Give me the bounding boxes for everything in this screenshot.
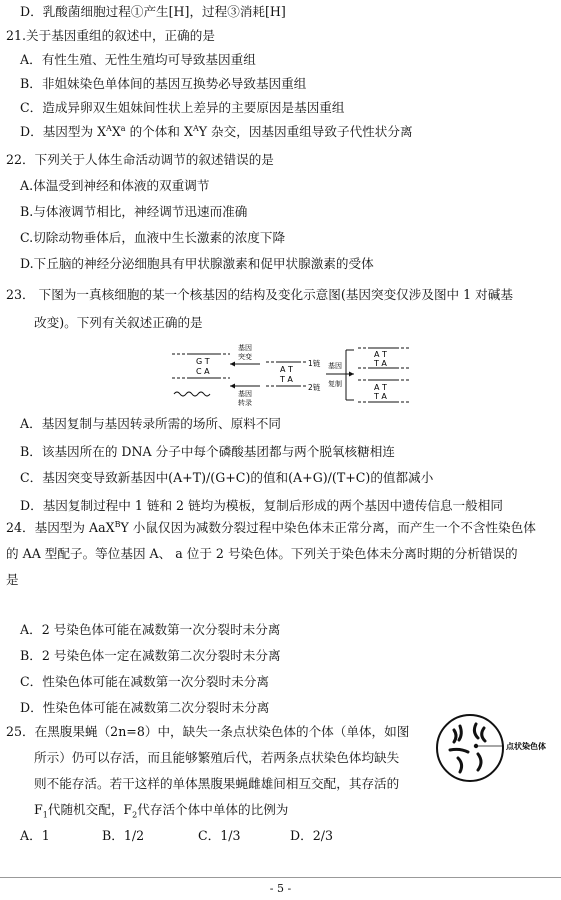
q21-option-c: C．造成异卵双生姐妹间性状上差异的主要原因是基因重组: [20, 100, 345, 115]
label-chain2: 2链: [308, 383, 321, 392]
q24-option-b: B．2 号染色体一定在减数第二次分裂时未分离: [20, 648, 281, 663]
chromosome-7: [478, 754, 481, 770]
q25-line4-text-2: 代随机交配，F: [47, 802, 133, 817]
q24-stem-text-1: 24．基因型为 AaX: [6, 520, 115, 535]
dot-chromosome: [474, 744, 478, 748]
q24-stem-sup: B: [114, 519, 121, 529]
right1-bases-at: A T: [374, 350, 387, 359]
mid-bases-at: A T: [280, 365, 293, 374]
q23-option-a: A．基因复制与基因转录所需的场所、原料不同: [20, 416, 281, 431]
mrna-wave: [174, 392, 210, 396]
q21-d-text-3: 的个体和 X: [125, 124, 193, 139]
right1-bases-ta: T A: [374, 359, 387, 368]
q24-stem-line1: [6, 520, 536, 536]
q25-line3: 则不能存活。若干这样的单体黑腹果蝇雌雄间相互交配，其存活的: [34, 776, 400, 791]
replication-arrowhead: [349, 372, 354, 377]
label-chain1: 1链: [308, 359, 321, 368]
q21-d-sup-3: A: [192, 123, 199, 133]
q23-option-c: C．基因突变导致新基因中(A+T)/(G+C)的值和(A+G)/(T+C)的值都减小: [20, 470, 434, 485]
q25-line2: 所示）仍可以存活，而且能够繁殖后代，若两条点状染色体均缺失: [34, 750, 400, 765]
q21-d-text-4: Y 杂交，因基因重组导致子代性状分离: [198, 124, 413, 139]
q21-d-sup-1: A: [106, 123, 112, 133]
q21-d-sup-2: a: [120, 123, 126, 133]
q25-option-a: A．1: [20, 828, 50, 843]
q23-option-d: D．基因复制过程中 1 链和 2 链均为模板，复制后形成的两个基因中遗传信息一般相同: [20, 498, 503, 513]
q21-d-text-1: D．基因型为 X: [20, 124, 107, 139]
page-number: - 5 -: [269, 882, 292, 895]
q25-line4-text-3: 代存活个体中单体的比例为: [137, 802, 289, 817]
q25-option-c: C．1/3: [198, 828, 241, 843]
q22-option-d: D.下丘脑的神经分泌细胞具有甲状腺激素和促甲状腺激素的受体: [20, 256, 374, 271]
transcription-arrowhead: [230, 384, 235, 389]
label-replication-2: 复制: [328, 380, 342, 388]
q24-option-d: D．性染色体可能在减数第二次分裂时未分离: [20, 700, 270, 715]
q23-option-b: B．该基因所在的 DNA 分子中每个磷酸基团都与两个脱氧核糖相连: [20, 444, 395, 459]
mid-bases-ta: T A: [280, 375, 293, 384]
chromosome-1: [454, 730, 456, 742]
q22-option-a: A.体温受到神经和体液的双重调节: [20, 178, 210, 193]
mutation-arrowhead: [230, 362, 235, 367]
label-transcription-2: 转录: [238, 399, 252, 407]
q22-option-c: C.切除动物垂体后，血液中生长激素的浓度下降: [20, 230, 286, 245]
label-replication: 基因: [328, 362, 342, 370]
q21-option-a: A．有性生殖、无性生殖均可导致基因重组: [20, 52, 256, 67]
q24-stem-line2: 的 AA 型配子。等位基因 A、 a 位于 2 号染色体。下列关于染色体未分离时期的分析错误的: [6, 546, 518, 561]
label-mutation-2: 突变: [238, 353, 252, 361]
chromosome-3: [474, 724, 478, 738]
right2-bases-ta: T A: [374, 392, 387, 401]
q25-line4-sub-1: 1: [42, 810, 48, 820]
q25-line4-text-1: F: [34, 802, 43, 817]
cell-outline: [437, 715, 503, 781]
q24-stem-text-2: Y 小鼠仅因为减数分裂过程中染色体未正常分离，而产生一个不含性染色体: [120, 520, 536, 535]
figure-label: 点状染色体: [506, 742, 546, 751]
q23-stem-line2: 改变)。下列有关叙述正确的是: [34, 315, 203, 330]
q21-option-b: B．非姐妹染色单体间的基因互换势必导致基因重组: [20, 76, 307, 91]
right2-bases-at: A T: [374, 383, 387, 392]
footer-rule: [0, 877, 561, 878]
q22-option-b: B.与体液调节相比，神经调节迅速而准确: [20, 204, 248, 219]
q21-d-text-2: X: [111, 124, 121, 139]
q24-option-c: C．性染色体可能在减数第一次分裂时未分离: [20, 674, 269, 689]
chromosome-4: [482, 728, 485, 741]
label-mutation: 基因: [238, 344, 252, 352]
q21-option-d: [20, 124, 413, 140]
chromosome-6: [458, 758, 462, 772]
left-bases-ca: C A: [196, 367, 210, 376]
q25-line4: [34, 802, 288, 818]
q25-option-d: D．2/3: [290, 828, 333, 843]
q22-stem: 22．下列关于人体生命活动调节的叙述错误的是: [6, 152, 274, 167]
chromosome-figure: [430, 706, 558, 794]
gene-diagram: [170, 342, 420, 410]
q25-line4-sub-2: 2: [132, 810, 138, 820]
q24-stem-line3: 是: [6, 572, 19, 587]
chromosome-2: [459, 726, 461, 740]
q21-stem: 21.关于基因重组的叙述中，正确的是: [6, 28, 215, 43]
chromosome-5: [450, 749, 468, 752]
label-transcription: 基因: [238, 390, 252, 398]
left-bases-gt: G T: [196, 357, 210, 366]
q24-option-a: A．2 号染色体可能在减数第一次分裂时未分离: [20, 622, 281, 637]
q25-option-b: B．1/2: [102, 828, 145, 843]
q25-line1: 25．在黑腹果蝇（2n=8）中，缺失一条点状染色体的个体（单体，如图: [6, 724, 410, 739]
q20-option-d: D．乳酸菌细胞过程①产生[H]，过程③消耗[H]: [20, 4, 286, 19]
q23-stem-line1: 23． 下图为一真核细胞的某一个核基因的结构及变化示意图(基因突变仅涉及图中 1 对碱基: [6, 287, 513, 302]
